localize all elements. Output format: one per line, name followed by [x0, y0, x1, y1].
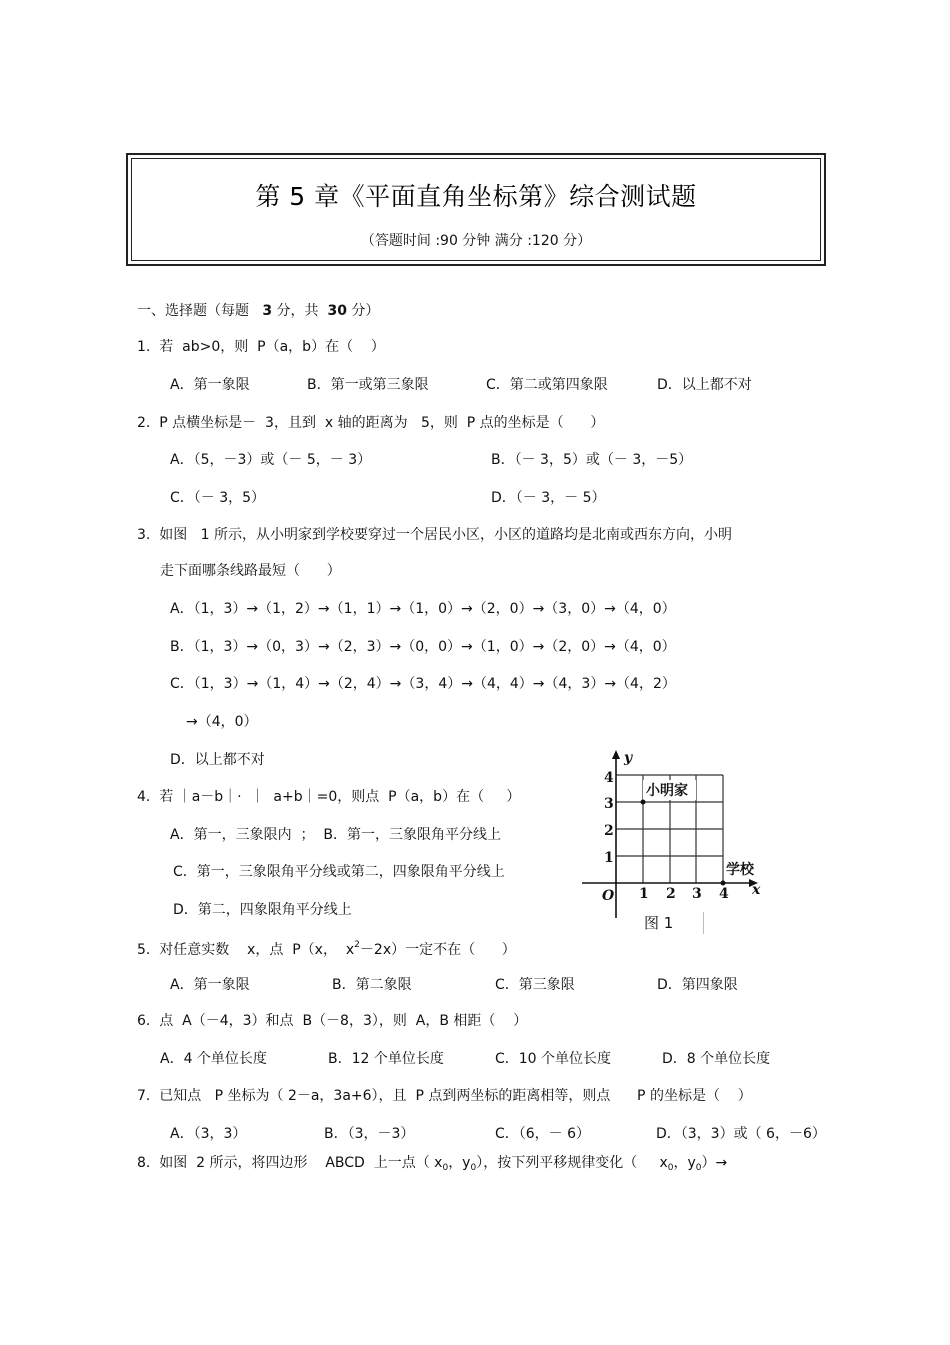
section-middle: 分，共: [272, 303, 328, 319]
q4-stem: 4. 若 ｜a－b｜· ｜ a+b｜=0，则点 P（a，b）在（ ）: [137, 789, 521, 805]
q8-sub-x0: 0: [442, 1163, 449, 1173]
q1-option-d: D．以上都不对: [657, 377, 752, 393]
q6-option-d: D．8 个单位长度: [662, 1051, 771, 1067]
x-tick-2: 2: [666, 886, 676, 902]
q2-stem: 2. P 点横坐标是－ 3，且到 x 轴的距离为 5，则 P 点的坐标是（ ）: [137, 415, 605, 431]
q5-option-a: A．第一象限: [170, 977, 250, 993]
q1-option-a: A．第一象限: [170, 377, 250, 393]
figure-1-grid: [572, 748, 772, 938]
q5-stem: [137, 936, 516, 959]
q8-stem-pre: 8. 如图 2 所示，将四边形 ABCD 上一点（ x: [137, 1155, 443, 1171]
q2-option-a: A．（5，－3）或（－ 5，－ 3）: [170, 452, 372, 468]
figure-1-caption: 图 1: [640, 912, 704, 934]
section-prefix: 一、选择题（每题: [137, 303, 263, 319]
q3-option-d: D．以上都不对: [170, 752, 265, 768]
q3-stem-line2: 走下面哪条线路最短（ ）: [160, 563, 341, 579]
q7-option-a: A．（3，3）: [170, 1126, 247, 1142]
q6-option-c: C．10 个单位长度: [495, 1051, 612, 1067]
section-heading: [137, 300, 379, 320]
q3-option-c-line2: →（4，0）: [186, 714, 258, 730]
q5-option-c: C．第三象限: [495, 977, 575, 993]
q5-stem-pre: 5. 对任意实数 x，点 P（x， x: [137, 942, 355, 958]
y-tick-1: 1: [604, 850, 614, 866]
x-axis-label: x: [752, 882, 761, 898]
q8-mid: ，y: [448, 1155, 471, 1171]
q8-end: ）→: [701, 1155, 728, 1171]
origin-label: O: [602, 888, 615, 904]
q7-option-b: B．（3，－3）: [324, 1126, 415, 1142]
q5-exponent: 2: [354, 940, 360, 950]
q6-stem: 6. 点 A（－4，3）和点 B（－8，3），则 A，B 相距（ ）: [137, 1013, 528, 1029]
q7-option-d: D．（3，3）或（ 6，－6）: [656, 1126, 826, 1142]
q1-stem: 1. 若 ab>0，则 P（a，b）在（ ）: [137, 339, 385, 355]
q7-option-c: C．（6，－ 6）: [495, 1126, 591, 1142]
q3-option-c-line1: C．（1，3）→（1，4）→（2，4）→（3，4）→（4，4）→（4，3）→（4，2）: [170, 676, 676, 692]
title-box: [126, 153, 826, 266]
q3-option-b: B．（1，3）→（0，3）→（2，3）→（0，0）→（1，0）→（2，0）→（4，0）: [170, 639, 676, 655]
q5-stem-post: －2x）一定不在（ ）: [359, 942, 516, 958]
school-label: 学校: [726, 862, 754, 878]
section-total: 30: [327, 303, 347, 319]
q3-option-a: A．（1，3）→（1，2）→（1，1）→（1，0）→（2，0）→（3，0）→（4，0）: [170, 601, 676, 617]
page-subtitle: （答题时间 :90 分钟 满分 :120 分）: [360, 233, 592, 249]
home-label: 小明家: [646, 783, 688, 799]
section-suffix: 分）: [346, 303, 380, 319]
y-axis-arrow-icon: [612, 750, 620, 759]
y-axis-label: y: [624, 750, 633, 766]
q6-option-a: A．4 个单位长度: [160, 1051, 267, 1067]
school-point: [721, 881, 726, 886]
q5-option-d: D．第四象限: [657, 977, 738, 993]
q6-option-b: B．12 个单位长度: [328, 1051, 444, 1067]
q8-mid2: ，y: [673, 1155, 696, 1171]
q3-stem-line1: 3. 如图 1 所示，从小明家到学校要穿过一个居民小区，小区的道路均是北南或西东方向，小明: [137, 527, 732, 543]
page-title: 第 5 章《平面直角坐标第》综合测试题: [255, 182, 697, 211]
q7-stem: 7. 已知点 P 坐标为（ 2－a，3a+6），且 P 点到两坐标的距离相等，则点 P 的坐标是（ ）: [137, 1088, 752, 1104]
q8-sub-y0: 0: [470, 1163, 477, 1173]
q4-option-d: D．第二，四象限角平分线上: [173, 902, 352, 918]
q8-stem: [137, 1154, 727, 1177]
x-tick-4: 4: [719, 886, 729, 902]
q1-option-b: B．第一或第三象限: [307, 377, 429, 393]
q2-option-c: C．（－ 3，5）: [170, 490, 266, 506]
x-tick-1: 1: [639, 886, 649, 902]
q4-option-a-b: A．第一，三象限内 ； B．第一，三象限角平分线上: [170, 827, 501, 843]
q2-option-b: B．（－ 3，5）或（－ 3，－5）: [491, 452, 693, 468]
home-point: [641, 800, 646, 805]
q4-option-c: C．第一，三象限角平分线或第二，四象限角平分线上: [173, 864, 505, 880]
x-tick-3: 3: [692, 886, 702, 902]
y-tick-2: 2: [604, 823, 614, 839]
q8-sub-x0-b: 0: [667, 1163, 674, 1173]
q8-sub-y0-b: 0: [695, 1163, 702, 1173]
y-tick-4: 4: [604, 770, 614, 786]
y-tick-3: 3: [604, 796, 614, 812]
q8-stem-post: ），按下列平移规律变化（ x: [476, 1155, 668, 1171]
q2-option-d: D．（－ 3，－ 5）: [491, 490, 606, 506]
q5-option-b: B．第二象限: [332, 977, 412, 993]
section-points: 3: [262, 303, 273, 319]
q1-option-c: C．第二或第四象限: [486, 377, 608, 393]
figure-1: [572, 748, 772, 938]
